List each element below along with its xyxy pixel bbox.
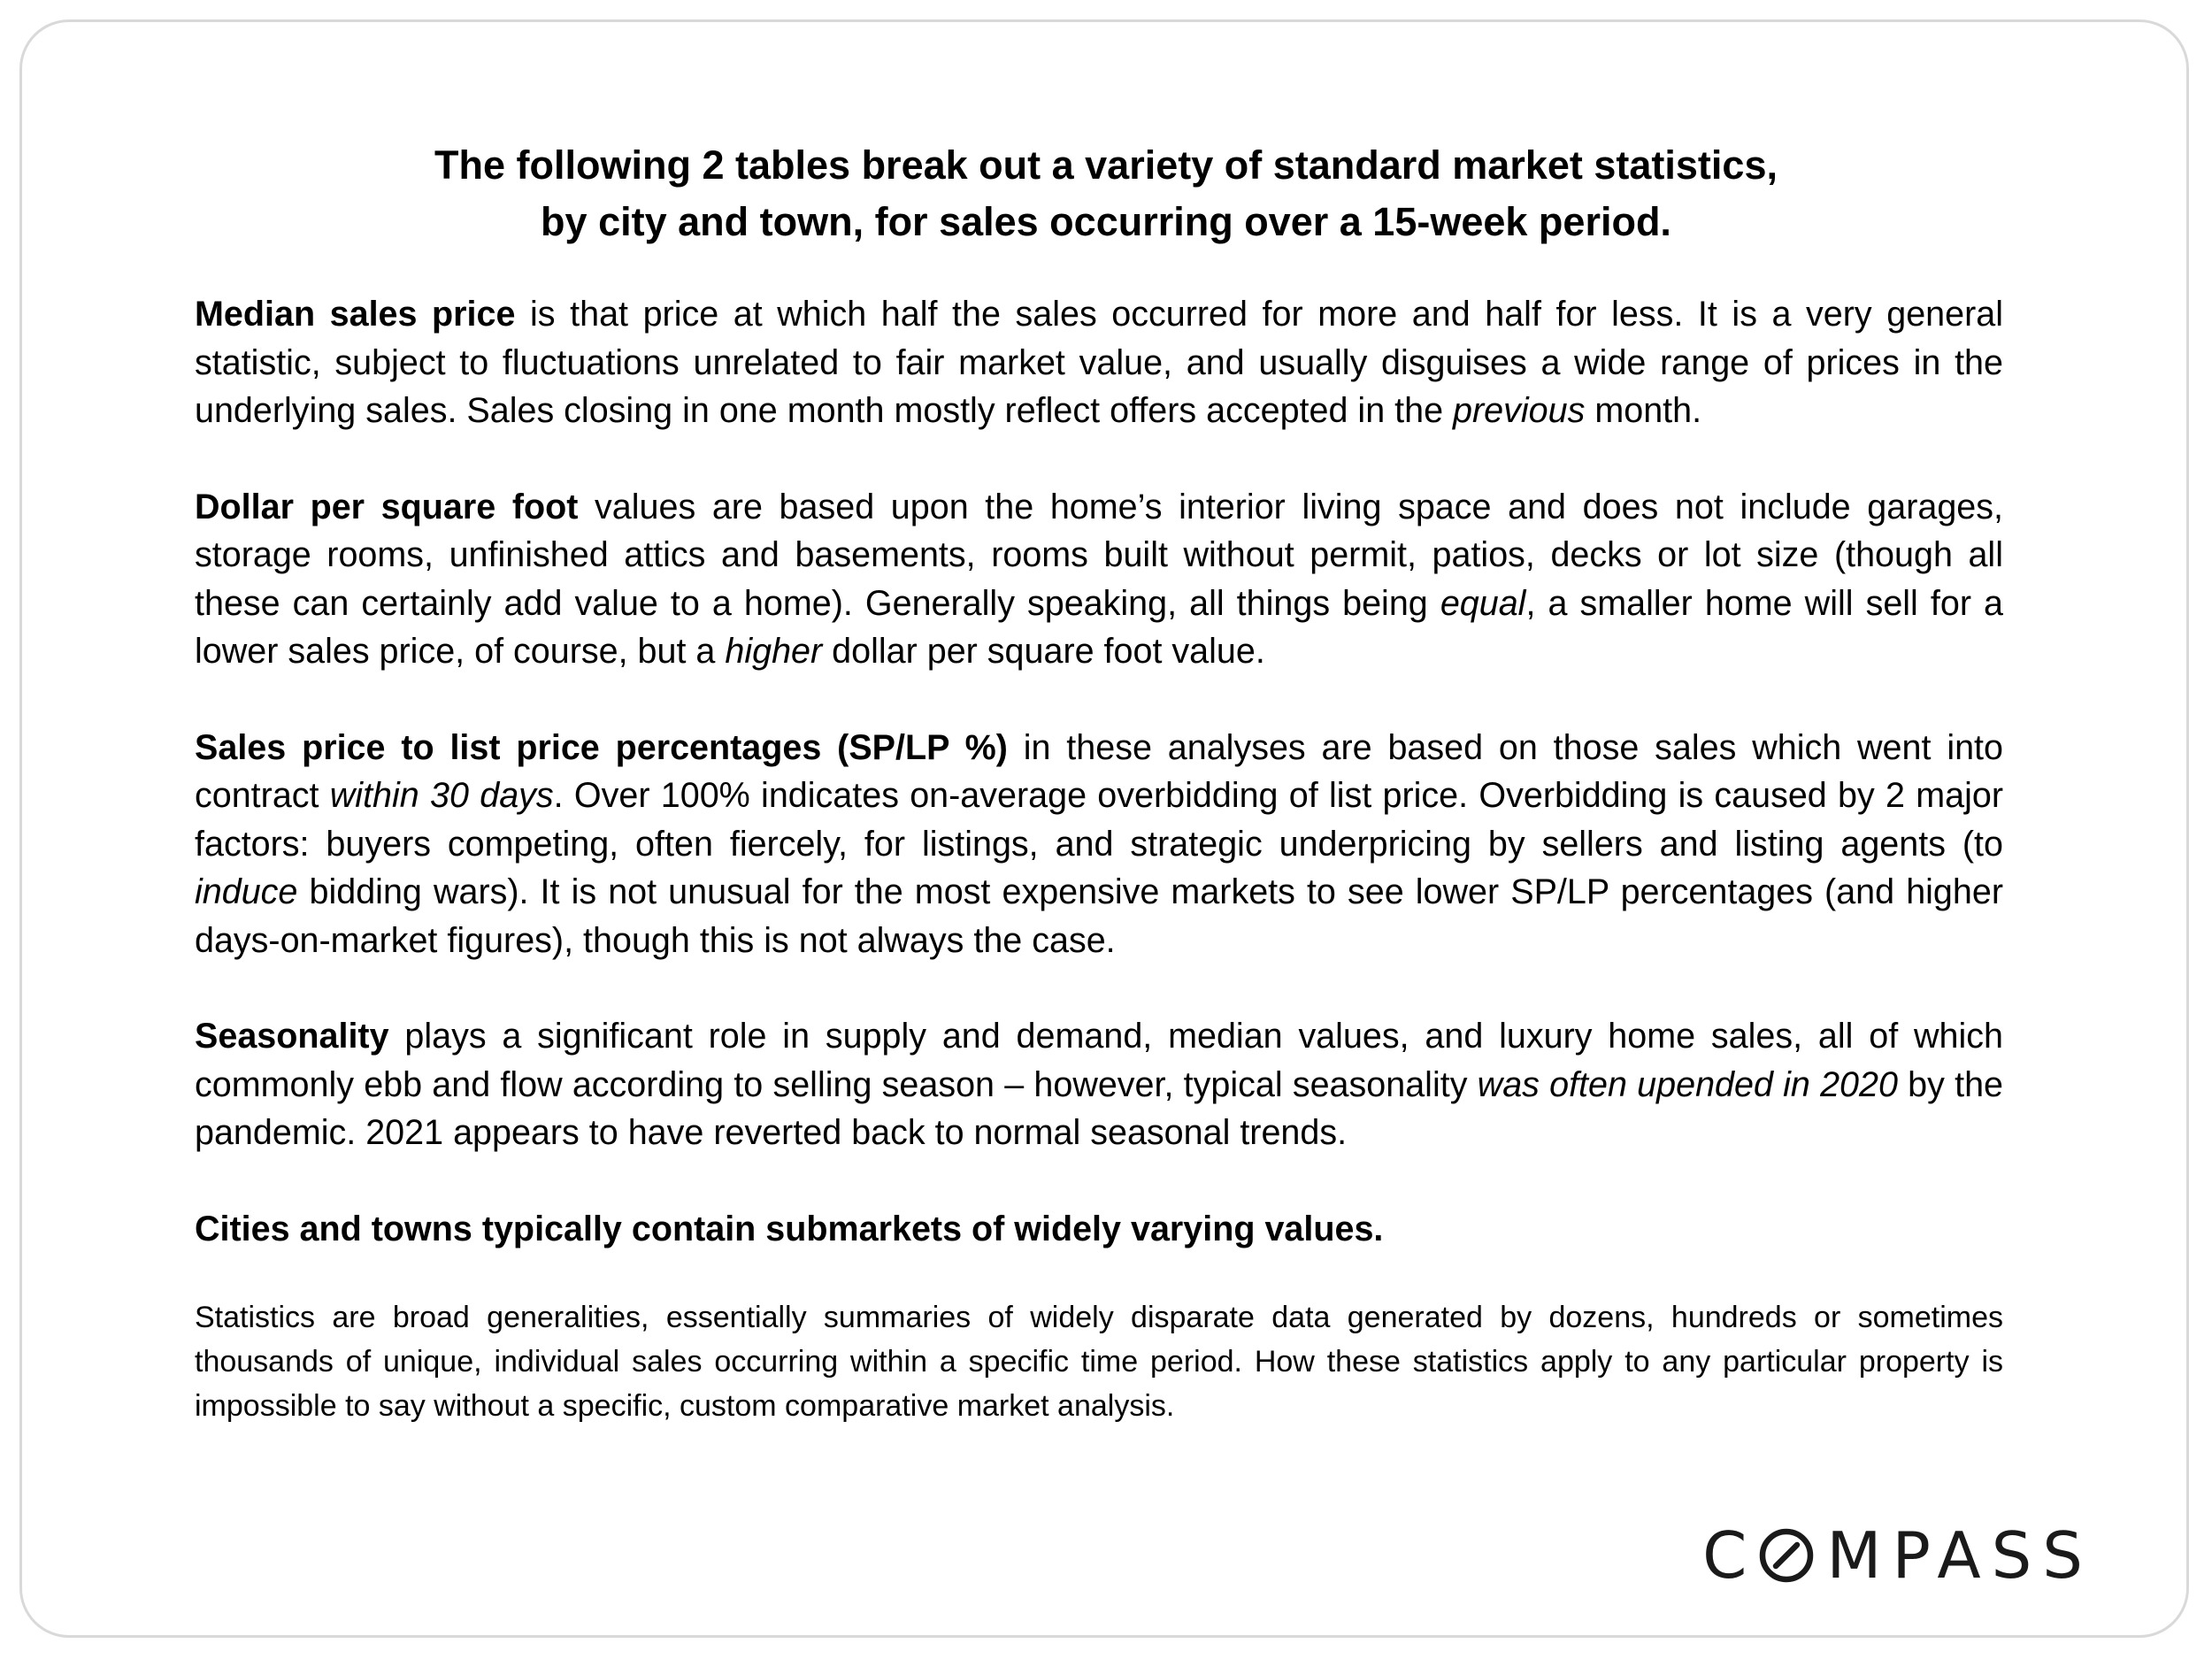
seasonality-text-1: plays a significant role in supply and demand, median values, and luxury home sales, all of which commonly ebb and flow according to selling season – however, typical seasonality xyxy=(195,1017,2003,1104)
dollar-emphasis-2: higher xyxy=(725,632,823,671)
median-text-2: month. xyxy=(1585,391,1702,430)
paragraph-statistics-disclaimer: Statistics are broad generalities, essentially summaries of widely disparate data generated by dozens, hundreds or sometimes thousands of unique, individual sales occurring within a specific time period. How these statistics apply to any particular property is impossible to say without a specific, custom comparative market analysis. xyxy=(195,1301,2003,1423)
splp-emphasis-1: within 30 days xyxy=(329,776,554,815)
splp-text-3: bidding wars). It is not unusual for the most expensive markets to see lower SP/LP percentages (and higher days-on-market figures), though this is not always the case. xyxy=(195,872,2003,960)
term-dollar-per-square-foot: Dollar per square foot xyxy=(195,487,579,526)
dollar-text-3: dollar per square foot value. xyxy=(822,632,1265,671)
splp-text-1: in these analyses are based on those sales which went into contract xyxy=(195,727,2003,815)
splp-emphasis-2: induce xyxy=(195,872,298,911)
paragraph-cities-towns: Cities and towns typically contain submarkets of widely varying values. xyxy=(195,1209,1384,1248)
median-emphasis-1: previous xyxy=(1453,391,1586,430)
median-text-1: is that price at which half the sales occurred for more and half for less. It is a very general statistic, subject to fluctuations unrelated to fair market value, and usually disguises a wide range of prices in the underlying sales. Sales closing in one month mostly reflect offers accepted in the xyxy=(195,295,2004,430)
logo-text-end: MPASS xyxy=(1826,1518,2093,1593)
term-sp-lp: Sales price to list price percentages (SP/LP %) xyxy=(195,727,1008,767)
compass-logo-o-icon xyxy=(1757,1526,1816,1585)
paragraph-dollar-per-square-foot xyxy=(195,483,2003,676)
compass-logo xyxy=(1702,1520,2093,1591)
seasonality-emphasis-1: was often upended in 2020 xyxy=(1477,1064,1898,1104)
title-line-1: The following 2 tables break out a variety of standard market statistics, xyxy=(434,142,1778,188)
paragraph-seasonality xyxy=(195,1012,2003,1157)
seasonality-text-2: by the pandemic. 2021 appears to have reverted back to normal seasonal trends. xyxy=(195,1064,2003,1152)
dollar-emphasis-1: equal xyxy=(1440,583,1526,623)
body-text xyxy=(195,290,2003,1476)
dollar-text-2: , a smaller home will sell for a lower sales price, of course, but a xyxy=(195,583,2003,671)
logo-text-start: C xyxy=(1702,1518,1758,1593)
dollar-text-1: values are based upon the home’s interior living space and does not include garages, storage rooms, unfinished attics and basements, rooms built without permit, patios, decks or lot size (though all these can certainly add value to a home). Generally speaking, all things being xyxy=(195,487,2003,623)
term-median-sales-price: Median sales price xyxy=(195,295,516,334)
title-line-2: by city and town, for sales occurring over a 15-week period. xyxy=(541,199,1671,244)
page-title xyxy=(195,137,2017,250)
splp-text-2: . Over 100% indicates on-average overbidding of list price. Overbidding is caused by 2 major factors: buyers competing, often fiercely, for listings, and strategic underpricing by sellers and listing agents (to xyxy=(195,776,2004,864)
paragraph-sp-lp xyxy=(195,724,2003,965)
paragraph-median-sales-price xyxy=(195,290,2003,435)
term-seasonality: Seasonality xyxy=(195,1017,389,1056)
